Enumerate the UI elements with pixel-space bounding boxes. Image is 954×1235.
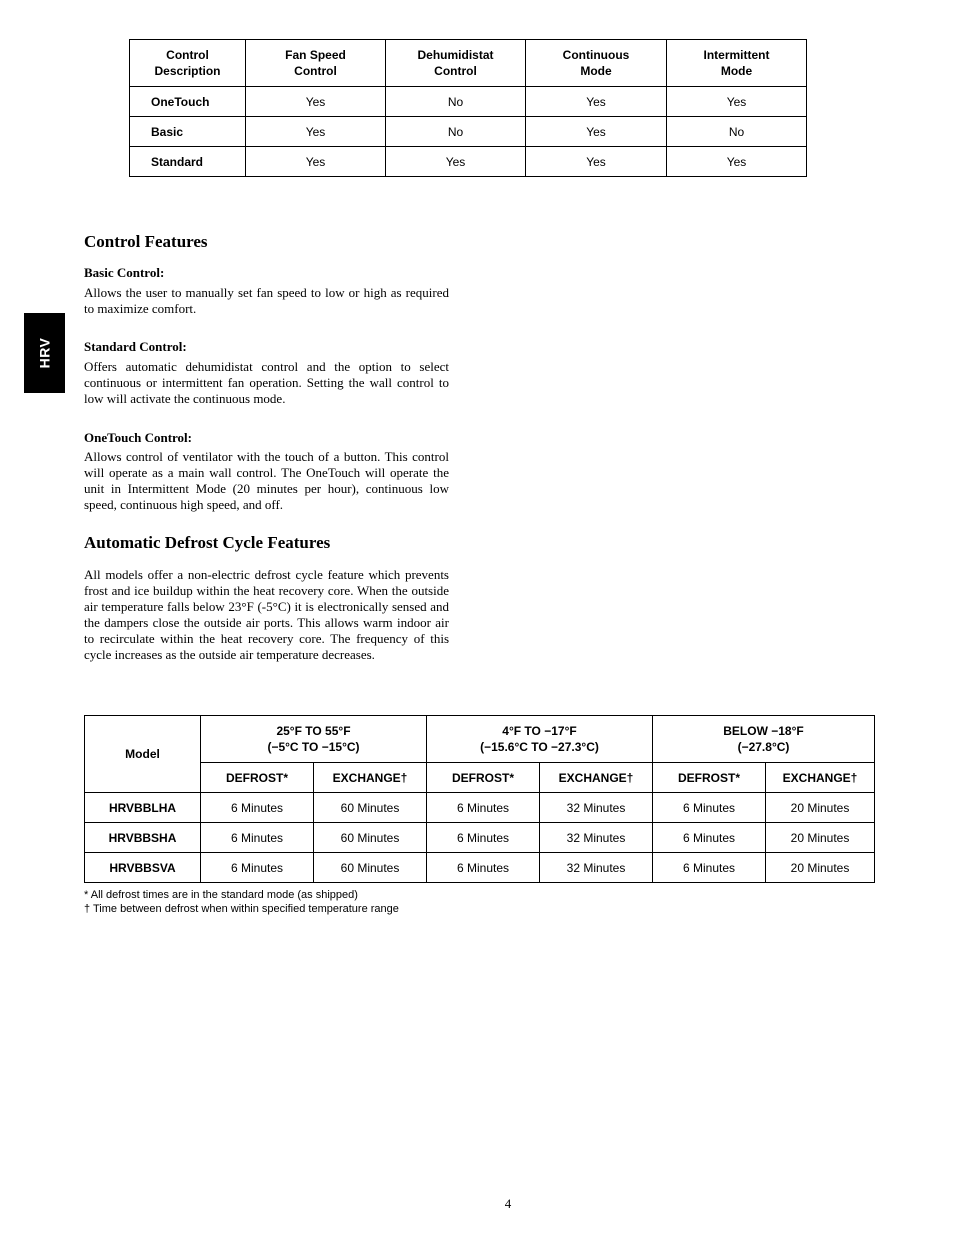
column-header: Intermittent Mode xyxy=(667,40,807,87)
table-cell: 32 Minutes xyxy=(540,823,653,853)
table-cell: 6 Minutes xyxy=(201,793,314,823)
table-cell: Yes xyxy=(246,117,386,147)
table-row xyxy=(130,147,807,177)
table-cell: No xyxy=(667,117,807,147)
footnote: * All defrost times are in the standard mode (as shipped) xyxy=(84,889,358,901)
table-cell: Yes xyxy=(667,147,807,177)
table-cell: 60 Minutes xyxy=(314,823,427,853)
temperature-range-header: BELOW −18°F (−27.8°C) xyxy=(653,716,875,763)
onetouch-control-heading: OneTouch Control: xyxy=(84,430,192,445)
table-cell: 60 Minutes xyxy=(314,793,427,823)
table-cell: 6 Minutes xyxy=(201,853,314,883)
basic-control-heading: Basic Control: xyxy=(84,265,165,280)
table-cell: 20 Minutes xyxy=(766,793,875,823)
basic-control-text: Allows the user to manually set fan speed to low or high as required to maximize comfort. xyxy=(84,285,449,316)
standard-control-text: Offers automatic dehumidistat control and the option to select continuous or intermittent fan operation. Setting the wall control to low will activate the continuous mode. xyxy=(84,359,449,406)
temperature-range-header: 25°F TO 55°F (−5°C TO −15°C) xyxy=(201,716,427,763)
control-comparison-table xyxy=(129,39,807,177)
onetouch-control-text: Allows control of ventilator with the touch of a button. This control will operate as a main wall control. The OneTouch will operate the unit in Intermittent Mode (20 minutes per hour), continuous low speed, continuous high speed, and off. xyxy=(84,449,449,512)
defrost-subheader: DEFROST* xyxy=(427,763,540,793)
model-column-header: Model xyxy=(85,716,201,793)
table-cell: Yes xyxy=(526,147,667,177)
defrost-subheader: DEFROST* xyxy=(653,763,766,793)
table-cell: 6 Minutes xyxy=(653,823,766,853)
table-cell: 6 Minutes xyxy=(653,853,766,883)
table-cell: 6 Minutes xyxy=(427,793,540,823)
column-header: Dehumidistat Control xyxy=(386,40,526,87)
table-cell: 32 Minutes xyxy=(540,853,653,883)
table-cell: 6 Minutes xyxy=(427,823,540,853)
footnote: † Time between defrost when within specified temperature range xyxy=(84,903,399,915)
model-cell: HRVBBLHA xyxy=(85,793,201,823)
table-cell: 6 Minutes xyxy=(427,853,540,883)
row-label: Standard xyxy=(130,147,246,177)
table-header-row xyxy=(130,40,807,87)
table-cell: 60 Minutes xyxy=(314,853,427,883)
table-header-row xyxy=(85,716,875,763)
defrost-features-heading: Automatic Defrost Cycle Features xyxy=(84,533,331,552)
temperature-range-header: 4°F TO −17°F (−15.6°C TO −27.3°C) xyxy=(427,716,653,763)
column-header: Continuous Mode xyxy=(526,40,667,87)
table-row xyxy=(85,853,875,883)
table-cell: 6 Minutes xyxy=(653,793,766,823)
model-cell: HRVBBSHA xyxy=(85,823,201,853)
table-cell: No xyxy=(386,117,526,147)
control-features-heading: Control Features xyxy=(84,232,208,251)
table-row xyxy=(85,793,875,823)
side-tab-label: HRV xyxy=(36,337,53,369)
table-subheader-row xyxy=(85,763,875,793)
defrost-features-text: All models offer a non-electric defrost cycle feature which prevents frost and ice buildup within the heat recovery core. When the outside air temperature falls below 23°F (-5°C) it is electronically sensed and the dampers close the outside air ports. This allows warm indoor air to recirculate within the heat recovery core. The frequency of this cycle increases as the outside air temperature decreases. xyxy=(84,567,449,662)
table-row xyxy=(130,117,807,147)
model-cell: HRVBBSVA xyxy=(85,853,201,883)
table-cell: 20 Minutes xyxy=(766,853,875,883)
table-row xyxy=(130,87,807,117)
section-side-tab xyxy=(24,313,65,393)
table-cell: Yes xyxy=(667,87,807,117)
table-cell: Yes xyxy=(246,87,386,117)
exchange-subheader: EXCHANGE† xyxy=(540,763,653,793)
defrost-subheader: DEFROST* xyxy=(201,763,314,793)
defrost-times-table xyxy=(84,715,875,883)
column-header: Control Description xyxy=(130,40,246,87)
standard-control-heading: Standard Control: xyxy=(84,339,187,354)
table-cell: 6 Minutes xyxy=(201,823,314,853)
row-label: OneTouch xyxy=(130,87,246,117)
table-cell: Yes xyxy=(526,117,667,147)
table-cell: No xyxy=(386,87,526,117)
table-row xyxy=(85,823,875,853)
table-cell: Yes xyxy=(386,147,526,177)
table-cell: 20 Minutes xyxy=(766,823,875,853)
exchange-subheader: EXCHANGE† xyxy=(314,763,427,793)
page-number: 4 xyxy=(504,1196,512,1211)
table-footnotes xyxy=(84,888,399,916)
exchange-subheader: EXCHANGE† xyxy=(766,763,875,793)
table-cell: Yes xyxy=(246,147,386,177)
table-cell: 32 Minutes xyxy=(540,793,653,823)
column-header: Fan Speed Control xyxy=(246,40,386,87)
table-cell: Yes xyxy=(526,87,667,117)
row-label: Basic xyxy=(130,117,246,147)
